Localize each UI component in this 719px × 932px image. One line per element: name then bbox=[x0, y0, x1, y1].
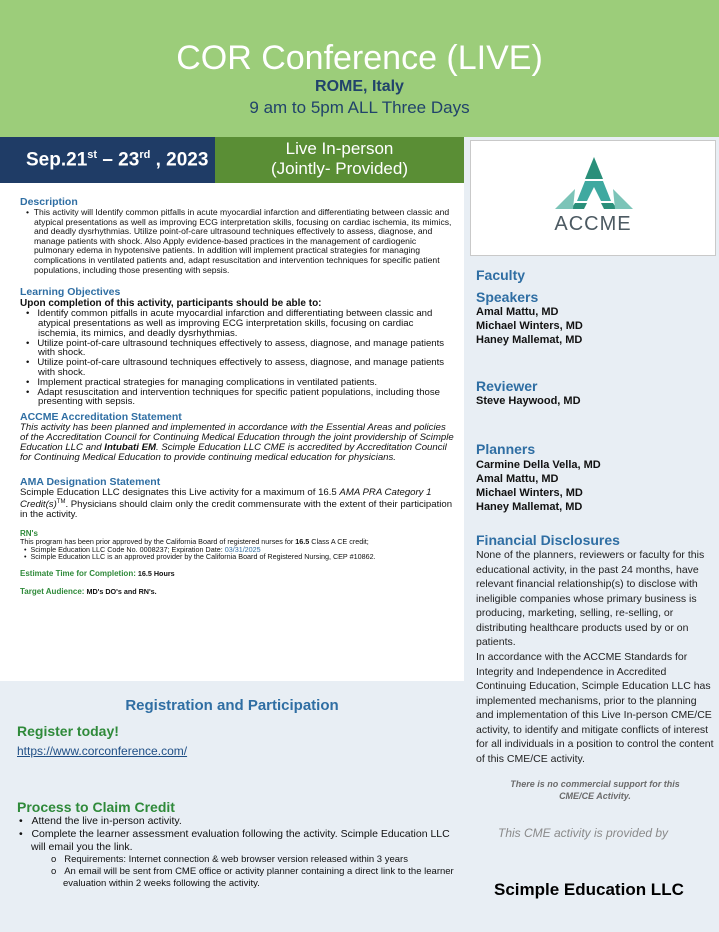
rns-line1: This program has been prior approved by the California Board of registered nurses for 16.5 Class A CE credit; bbox=[20, 536, 369, 546]
claim-steps bbox=[17, 815, 457, 890]
list-item: • Implement practical strategies for managing complications in ventilated patients. bbox=[26, 376, 378, 388]
accme-logo bbox=[470, 140, 716, 256]
reviewer-name: Steve Haywood, MD bbox=[476, 395, 581, 407]
disclosures-para1: None of the planners, reviewers or faculty for this educational activity, in the past 24 months, have relevant financial relationship(s) to disclose with ineligible companies whose primary business is producing, marketing, selling, re-selling, or distributing healthcare products used by or on patients. bbox=[476, 549, 705, 648]
planner-3: Michael Winters, MD bbox=[476, 487, 583, 499]
speakers-heading: Speakers bbox=[476, 289, 539, 305]
accme-logo-text: ACCME bbox=[554, 213, 632, 235]
rns-line2: • Scimple Education LLC Code No. 0008237; Expiration Date: 03/31/2025 bbox=[24, 544, 261, 554]
no-support-note: There is no commercial support for this CME/CE Activity. bbox=[510, 779, 680, 801]
accme-logo-icon bbox=[545, 155, 643, 211]
list-item: • Identify common pitfalls in acute myocardial infarction and differentiating between classic and atypical presentations as well as improving ECG interpretation skills, focusing on cardiac ischemia, its mimics, and deadly dysrhythmias. bbox=[26, 308, 433, 339]
claim-requirement-2: o An email will be sent from CME office or activity planner containing a direct link to the learner evaluation within 2 weeks following the activity. bbox=[51, 866, 454, 889]
target-audience: Target Audience: MD's DO's and RN's. bbox=[20, 587, 157, 597]
objectives-intro: Upon completion of this activity, participants should be able to: bbox=[20, 298, 322, 310]
speaker-3: Haney Mallemat, MD bbox=[476, 334, 583, 346]
conference-hours: 9 am to 5pm ALL Three Days bbox=[249, 98, 470, 117]
conference-title: COR Conference (LIVE) bbox=[176, 39, 543, 77]
conference-city: ROME, Italy bbox=[315, 78, 404, 95]
objectives-list bbox=[20, 309, 456, 407]
registration-link[interactable]: https://www.corconference.com/ bbox=[17, 744, 188, 758]
disclosures-para2: In accordance with the ACCME Standards for Integrity and Independence in Accredited Continuing Education, Scimple Education LLC has implemented mechanisms, prior to the planning and implementation of this Live In-person CME/CE activity, to identify and mitigate conflicts of interest for all individuals in a position to control the content of this CME/CE activity. bbox=[476, 651, 714, 765]
list-item: • Utilize point-of-care ultrasound techniques effectively to assess, diagnose, and manage patients with shock. bbox=[26, 357, 445, 378]
accme-heading: ACCME Accreditation Statement bbox=[20, 411, 182, 424]
rns-heading: RN's bbox=[20, 528, 38, 538]
live-bar bbox=[215, 137, 464, 183]
disclosures-heading: Financial Disclosures bbox=[476, 532, 620, 548]
claim-step-2: • Complete the learner assessment evaluation following the activity. Scimple Education LLC will email you the link. bbox=[19, 828, 450, 853]
live-line2: (Jointly- Provided) bbox=[271, 159, 408, 178]
claim-step-1: • Attend the live in-person activity. bbox=[19, 815, 182, 827]
reviewer-heading: Reviewer bbox=[476, 378, 538, 394]
register-today: Register today! bbox=[17, 723, 119, 739]
speaker-2: Michael Winters, MD bbox=[476, 320, 583, 332]
ama-text: Scimple Education LLC designates this Live activity for a maximum of 16.5 AMA PRA Category 1 Credit(s)™. Physicians should claim only the credit commensurate with the extent of their participation in the activity. bbox=[20, 487, 453, 521]
accme-text: This activity has been planned and implemented in accordance with the Essential Areas and policies of the Accreditation Council for Continuing Medical Education through the joint providership of Scimple Education LLC and Intubati EM. Scimple Education LLC CME is accredited by Accreditation Council for Continuing Medical Education to provide continuing medical education for physicians. bbox=[20, 422, 454, 463]
claim-requirement-1: o Requirements: Internet connection & web browser version released within 3 years bbox=[51, 854, 408, 865]
planners-heading: Planners bbox=[476, 441, 536, 457]
speaker-1: Amal Mattu, MD bbox=[476, 306, 559, 318]
provider-name: Scimple Education LLC bbox=[494, 880, 684, 899]
live-line1: Live In-person bbox=[285, 139, 394, 158]
registration-title: Registration and Participation bbox=[125, 697, 339, 714]
completion-time: Estimate Time for Completion: 16.5 Hours bbox=[20, 569, 175, 579]
objectives-heading: Learning Objectives bbox=[20, 286, 121, 299]
faculty-heading: Faculty bbox=[476, 267, 526, 283]
list-item: • Adapt resuscitation and intervention techniques for specific patient populations, including those presenting with sepsis. bbox=[26, 386, 441, 408]
ama-heading: AMA Designation Statement bbox=[20, 476, 161, 489]
provided-by-text: This CME activity is provided by bbox=[498, 826, 669, 840]
list-item: • Utilize point-of-care ultrasound techniques effectively to assess, diagnose, and manage patients with shock. bbox=[26, 337, 445, 359]
rns-line3: • Scimple Education LLC is an approved provider by the California Board of Registered Nursing, CEP #10862. bbox=[24, 552, 376, 562]
main-content bbox=[20, 196, 456, 596]
planner-1: Carmine Della Vella, MD bbox=[476, 459, 601, 471]
description-heading: Description bbox=[20, 196, 78, 208]
header-banner bbox=[0, 0, 719, 137]
planner-2: Amal Mattu, MD bbox=[476, 473, 559, 485]
planner-4: Haney Mallemat, MD bbox=[476, 501, 583, 513]
date-bar: Sep.21st – 23rd , 2023 bbox=[0, 137, 215, 183]
description-text: • This activity will Identify common pitfalls in acute myocardial infarction and differentiating between classic and atypical presentations as well as improving ECG interpretation skills, focusing on cardiac ischemia, its mimics, and deadly dysrhythmias. Utilize point-of-care ultrasound techniques effectively to assess, diagnose, and manage patients with shock. Also Apply evidence-based practices in the management of cardiogenic pulmonary edema in hypotensive patients. In addition will implement practical strategies for managing complications in ventilated patients and, adapt resuscitation and intervention techniques for specific patient populations, including those presenting with sepsis. bbox=[26, 207, 452, 275]
claim-heading: Process to Claim Credit bbox=[17, 799, 175, 815]
